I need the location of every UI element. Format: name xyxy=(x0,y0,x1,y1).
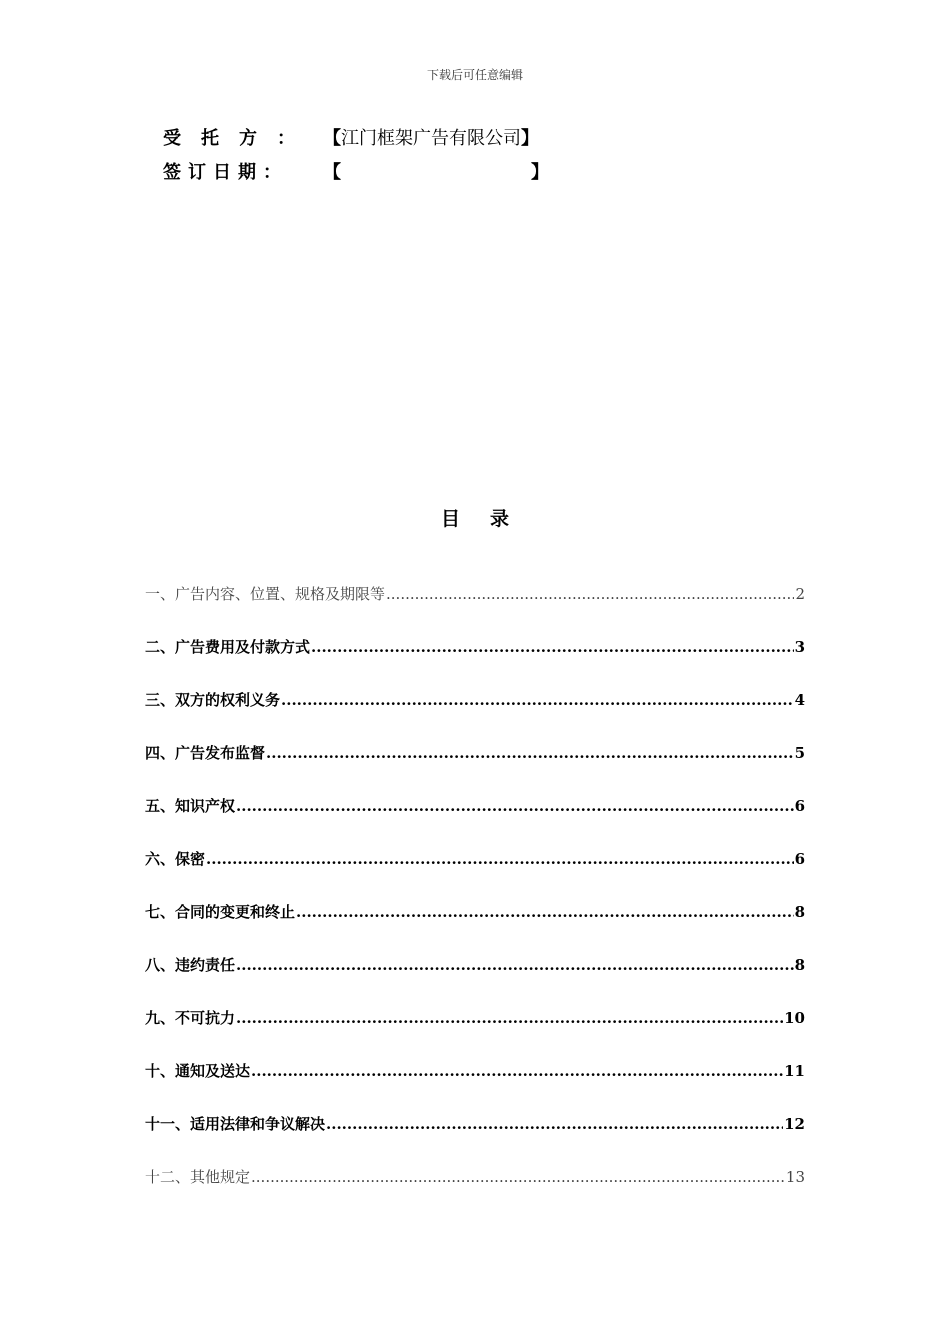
toc-leader-dots xyxy=(206,850,794,868)
toc-item-page: 6 xyxy=(794,850,805,868)
toc-item-text: 十二、其他规定 xyxy=(145,1168,251,1186)
toc-item-text: 五、知识产权 xyxy=(145,797,236,815)
toc-item-page: 4 xyxy=(794,691,805,709)
toc-item-text: 十一、适用法律和争议解决 xyxy=(145,1115,326,1133)
table-of-contents xyxy=(145,583,805,1219)
toc-item[interactable] xyxy=(145,1007,805,1060)
toc-item-page: 8 xyxy=(794,956,805,974)
toc-item[interactable] xyxy=(145,689,805,742)
toc-item[interactable] xyxy=(145,901,805,954)
header-note: 下载后可任意编辑 xyxy=(426,68,523,82)
toc-item[interactable] xyxy=(145,636,805,689)
toc-leader-dots xyxy=(326,1115,783,1133)
trustee-company: 江门框架广告有限公司 xyxy=(341,128,521,149)
date-open-bracket: 【 xyxy=(323,162,341,183)
toc-item[interactable] xyxy=(145,1166,805,1219)
toc-item-text: 三、双方的权利义务 xyxy=(145,691,281,709)
toc-item[interactable] xyxy=(145,954,805,1007)
toc-item-text: 六、保密 xyxy=(145,850,206,868)
toc-item-page: 12 xyxy=(784,1115,805,1133)
trustee-open-bracket: 【 xyxy=(323,128,341,149)
toc-leader-dots xyxy=(236,797,794,815)
toc-leader-dots xyxy=(251,1062,783,1080)
toc-title: 目录 xyxy=(440,508,539,530)
sign-date-label: 签订日期： xyxy=(163,162,288,183)
sign-date-row xyxy=(163,158,549,184)
trustee-label: 受托方： xyxy=(163,128,315,149)
toc-item-page: 5 xyxy=(794,744,805,762)
toc-item-page: 6 xyxy=(794,797,805,815)
toc-item[interactable] xyxy=(145,795,805,848)
toc-leader-dots xyxy=(236,956,794,974)
toc-item[interactable] xyxy=(145,742,805,795)
toc-item-text: 八、违约责任 xyxy=(145,956,236,974)
toc-item-page: 2 xyxy=(795,585,805,603)
trustee-close-bracket: 】 xyxy=(521,128,539,149)
toc-leader-dots xyxy=(386,585,794,603)
toc-item-page: 11 xyxy=(784,1062,805,1080)
toc-leader-dots xyxy=(266,744,794,762)
toc-leader-dots xyxy=(296,903,794,921)
toc-item[interactable] xyxy=(145,583,805,636)
toc-item-page: 13 xyxy=(785,1168,805,1186)
toc-item-text: 四、广告发布监督 xyxy=(145,744,266,762)
toc-leader-dots xyxy=(236,1009,783,1027)
toc-item-text: 一、广告内容、位置、规格及期限等 xyxy=(145,585,386,603)
toc-item-page: 10 xyxy=(784,1009,805,1027)
toc-item-text: 二、广告费用及付款方式 xyxy=(145,638,311,656)
toc-item[interactable] xyxy=(145,1113,805,1166)
toc-item[interactable] xyxy=(145,848,805,901)
toc-item-page: 8 xyxy=(794,903,805,921)
toc-item[interactable] xyxy=(145,1060,805,1113)
toc-item-page: 3 xyxy=(794,638,805,656)
toc-leader-dots xyxy=(311,638,794,656)
date-close-bracket: 】 xyxy=(531,162,549,183)
toc-item-text: 七、合同的变更和终止 xyxy=(145,903,296,921)
trustee-row xyxy=(163,124,539,150)
toc-leader-dots xyxy=(281,691,794,709)
toc-item-text: 十、通知及送达 xyxy=(145,1062,251,1080)
toc-item-text: 九、不可抗力 xyxy=(145,1009,236,1027)
toc-leader-dots xyxy=(251,1168,785,1186)
